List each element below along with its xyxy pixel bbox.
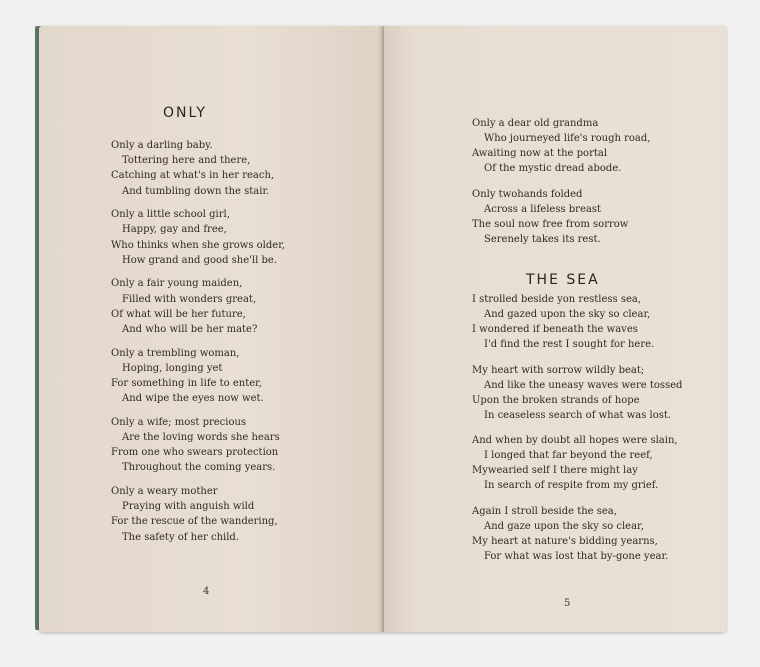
poem-line: For something in life to enter, — [111, 378, 262, 389]
poem-line: For the rescue of the wandering, — [111, 516, 278, 528]
poem-line: Only a darling baby. — [111, 140, 213, 151]
poem-line: Again I stroll beside the sea, — [472, 505, 617, 517]
poem-line: And who will be her mate? — [122, 324, 258, 335]
poem-line: I'd find the rest I sought for here. — [484, 339, 655, 350]
poem-line: Serenely takes its rest. — [484, 233, 601, 245]
poem-line: Mywearied self I there might lay — [472, 465, 638, 476]
poem-line: And wipe the eyes now wet. — [122, 393, 264, 405]
poem-line: Upon the broken strands of hope — [472, 394, 640, 406]
poem-line: Across a lifeless breast — [484, 203, 601, 215]
poem-line: And gaze upon the sky so clear, — [484, 520, 644, 532]
poem-line: Filled with wonders great, — [122, 293, 257, 305]
poem-line: Praying with anguish wild — [122, 501, 255, 513]
poem-line: Only a wife; most precious — [111, 416, 247, 428]
poem-line: And tumbling down the stair. — [122, 185, 270, 197]
poem-line: I wondered if beneath the waves — [472, 324, 638, 335]
poem-line: Who journeyed life's rough road, — [484, 133, 651, 144]
poem-line: Only a weary mother — [111, 486, 218, 497]
poem-line: And when by doubt all hopes were slain, — [472, 435, 678, 446]
poem-title-the-sea: THE SEA — [526, 272, 600, 288]
poem-line: My heart at nature's bidding yearns, — [472, 535, 658, 547]
page-number-left: 4 — [203, 586, 210, 597]
poem-line: Hoping, longing yet — [122, 362, 223, 374]
right-page — [384, 26, 726, 632]
poem-line: And gazed upon the sky so clear, — [484, 309, 651, 320]
poem-line: How grand and good she'll be. — [122, 254, 277, 266]
poem-line: Throughout the coming years. — [122, 462, 276, 474]
poem-line: Who thinks when she grows older, — [111, 239, 286, 251]
page-number-right: 5 — [564, 598, 571, 609]
poem-line: I longed that far beyond the reef, — [484, 450, 653, 461]
poem-line: Tottering here and there, — [122, 155, 251, 167]
poem-line: The soul now free from sorrow — [472, 218, 629, 230]
poem-line: The safety of her child. — [122, 531, 240, 543]
poem-line: Only a dear old grandma — [472, 118, 599, 129]
poem-line: Are the loving words she hears — [122, 432, 280, 443]
poem-line: Only a fair young maiden, — [111, 278, 243, 290]
poem-line: Awaiting now at the portal — [472, 148, 608, 159]
poem-line: I strolled beside yon restless sea, — [472, 294, 642, 305]
poem-line: My heart with sorrow wildly beat; — [472, 364, 645, 376]
poem-line: From one who swears protection — [111, 447, 279, 459]
poem-line: Of the mystic dread abode. — [484, 163, 622, 174]
poem-line: Only twohands folded — [472, 188, 583, 200]
poem-line: Of what will be her future, — [111, 308, 246, 320]
poem-title-only: ONLY — [163, 105, 207, 121]
left-page — [39, 26, 384, 632]
poem-line: Only a little school girl, — [111, 209, 230, 221]
poem-line: Happy, gay and free, — [122, 224, 227, 236]
poem-line: For what was lost that by-gone year. — [484, 550, 669, 562]
poem-line: In ceaseless search of what was lost. — [484, 409, 672, 421]
poem-line: In search of respite from my grief. — [484, 480, 659, 491]
poem-line: Catching at what's in her reach, — [111, 170, 275, 182]
poem-line: And like the uneasy waves were tossed — [484, 379, 683, 391]
poem-line: Only a trembling woman, — [111, 347, 240, 359]
